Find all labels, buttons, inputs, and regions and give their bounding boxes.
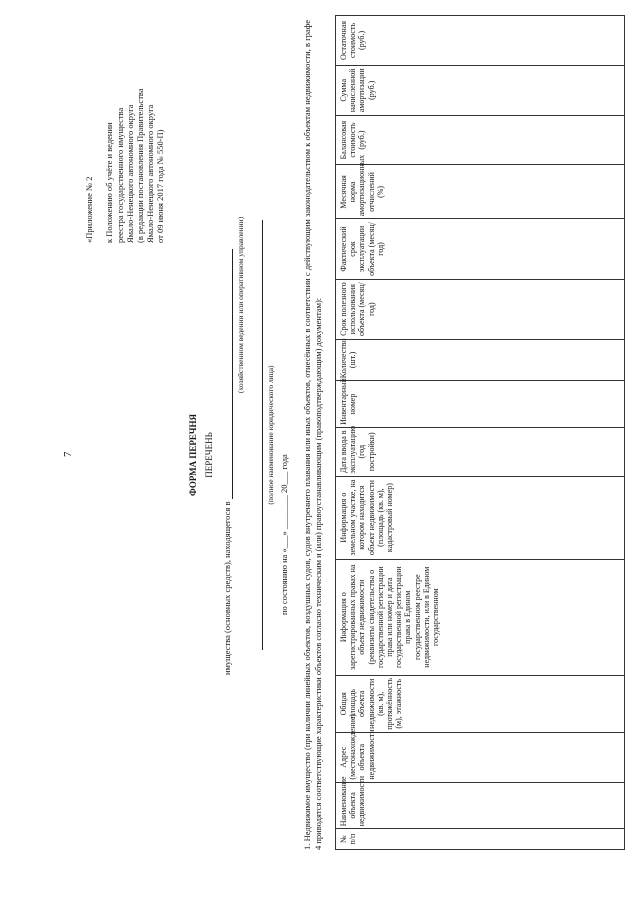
appendix-line <box>94 3 104 243</box>
header-cell: Общая площадь объекта недвижимости (кв. м), протяжённость (м), этажность <box>336 675 625 732</box>
header-cell: Наименование объекта недвижимости <box>336 782 625 829</box>
header-cell: Срок полезного использования объекта (месяц/год) <box>336 279 625 339</box>
header-cell: № п/п <box>336 829 625 850</box>
appendix-line: Ямало-Ненецкого автономного округа <box>145 104 156 243</box>
appendix-block <box>84 3 166 243</box>
header-cell: Остаточная стоимость (руб.) <box>336 16 625 66</box>
header-cell: Месячная норма амортизационных отчислений (%) <box>336 165 625 219</box>
form-line-2-blank <box>252 220 263 650</box>
header-cell: Количество (шт.) <box>336 339 625 380</box>
table-header-row <box>336 16 625 850</box>
appendix-line: реестра государственного имущества <box>114 107 125 243</box>
appendix-line: Ямало-Ненецкого автономного округа <box>124 104 135 243</box>
header-cell: Балансовая стоимость (руб.) <box>336 115 625 165</box>
property-table <box>335 15 625 850</box>
appendix-line: «Приложение № 2 <box>84 176 94 243</box>
section-paragraph: 1. Недвижимое имущество (при наличии линейных объектов, воздушных судов, судов внутреннего плавания или иных объектов, отнесённых в соответствии с действующим законодательством к объектам недвижимости, в графе 4 приводятся соответствующие характеристики объектов согласно техническим и (или) правоустанавливающим (правоподтверждающим) документам): <box>302 20 323 850</box>
form-title: ФОРМА ПЕРЕЧНЯ <box>188 413 198 497</box>
header-cell: Информация о зарегистрированных правах на объект недвижимости (реквизиты свидетельства о государственной регистрации права или номер и дата государственной регистрации права в Едином государственном реестре недвижимости, или в Едином государственном <box>336 559 625 675</box>
header-cell: Адрес (местонахождение) объекта недвижимости <box>336 732 625 782</box>
header-cell: Фактический срок эксплуатации объекта (месяц/год) <box>336 219 625 279</box>
header-cell: Сумма начисленной амортизации (руб.) <box>336 65 625 115</box>
form-line-1-note: (хозяйственном ведении или оперативном управлении) <box>236 216 245 394</box>
appendix-line: к Положению об учёте и ведении <box>104 122 115 243</box>
header-cell: Дата ввода в эксплуатацию (год постройки) <box>336 427 625 476</box>
form-line-2 <box>252 220 263 650</box>
appendix-line: (в редакции постановления Правительства <box>134 88 145 243</box>
header-cell: Информация о земельном участке, на котором находится объект недвижимости (площадь (кв. м), кадастровый номер) <box>336 476 625 559</box>
form-line-1 <box>222 249 233 675</box>
page-number: 7 <box>62 451 74 457</box>
form-line-1-prefix: имущества (основных средств), находящегося в <box>222 501 232 675</box>
appendix-line: от 09 июня 2017 года № 550-П) <box>155 129 166 243</box>
form-subtitle: ПЕРЕЧЕНЬ <box>204 432 214 478</box>
form-line-1-blank <box>222 249 233 499</box>
form-line-2-note: (полное наименование юридического лица) <box>266 365 275 505</box>
form-line-3: по состоянию на «___» ________ 20___ года <box>279 454 289 615</box>
header-cell: Инвентарный номер <box>336 381 625 428</box>
